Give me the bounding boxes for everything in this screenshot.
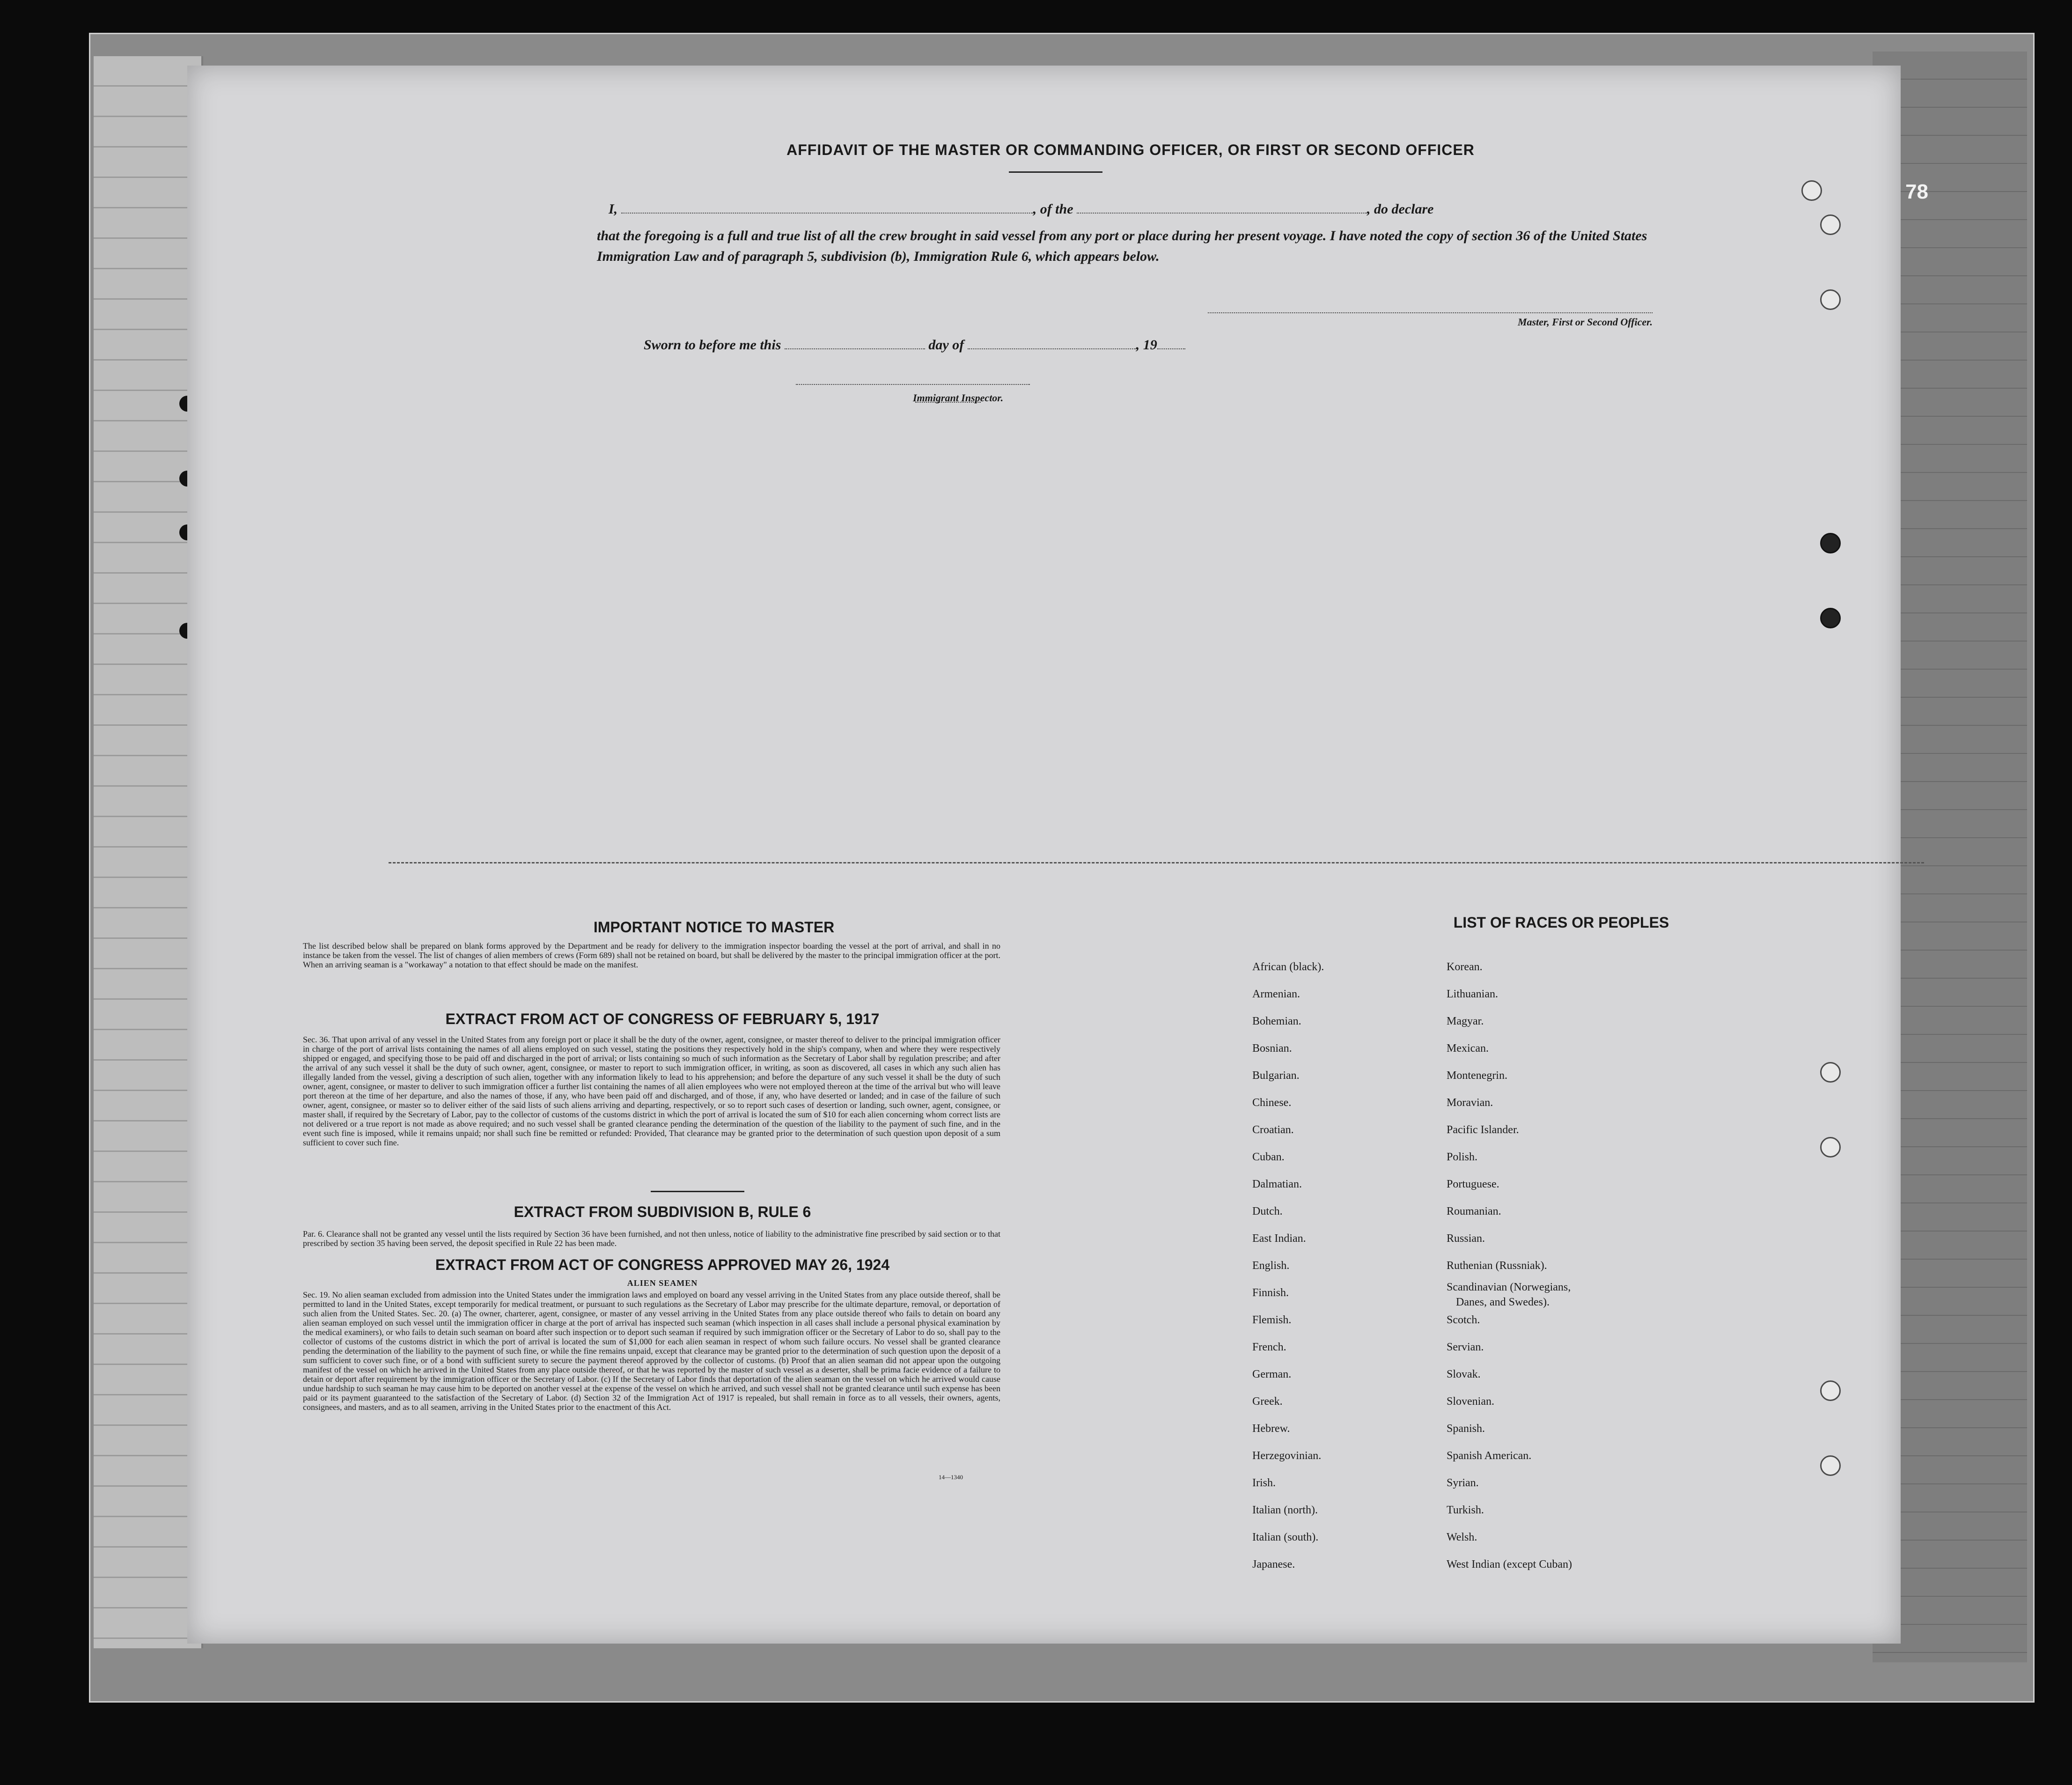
race-item: Scotch. [1447, 1314, 1480, 1326]
form-number: 14—1340 [939, 1474, 963, 1481]
punch-hole [1820, 1380, 1841, 1401]
master-signature-label: Master, First or Second Officer. [1517, 316, 1653, 328]
race-item: Croatian. [1252, 1124, 1294, 1136]
extract-rule [651, 1191, 744, 1192]
vessel-name-field[interactable] [1077, 213, 1367, 214]
inspector-signature-field[interactable] [796, 384, 1030, 385]
race-item: Moravian. [1447, 1097, 1493, 1109]
punch-hole [1820, 533, 1841, 553]
declarant-prefix: I, [609, 201, 618, 217]
sworn-year-field[interactable] [1157, 348, 1185, 349]
notice-title: IMPORTANT NOTICE TO MASTER [593, 919, 835, 936]
race-item: Mexican. [1447, 1042, 1489, 1055]
of-the-label: , of the [1033, 201, 1073, 217]
race-item: Bohemian. [1252, 1015, 1301, 1027]
race-item: Welsh. [1447, 1531, 1477, 1543]
race-item: Hebrew. [1252, 1423, 1290, 1435]
race-item: Lithuanian. [1447, 988, 1498, 1000]
race-item: Portuguese. [1447, 1178, 1499, 1190]
race-item: Flemish. [1252, 1314, 1292, 1326]
punch-hole [1801, 180, 1822, 201]
race-item: Herzegovinian. [1252, 1450, 1322, 1462]
race-item: Russian. [1447, 1232, 1485, 1245]
race-item: Bulgarian. [1252, 1070, 1300, 1082]
extract-rule6-body: Par. 6. Clearance shall not be granted any vessel until the lists required by Section 36 have been furnished, and not then unless, notice of liability to the administrative fine prescribed by said section or to that prescribed by section 35 having been served, the deposit specified in Rule 22 has been made. [303, 1229, 1000, 1248]
race-item: Finnish. [1252, 1287, 1289, 1299]
inspector-label: Immigrant Inspector. [913, 392, 1004, 404]
extract-1917-body: Sec. 36. That upon arrival of any vessel in the United States from any foreign port or place it shall be the duty of the owner, agent, consignee, or master thereof to deliver to the principal immigration officer in charge of the port of arrival lists containing the names of all aliens employed on such vessel, stating the positions they respectively hold in the ship's company, when and where they were respectively shipped or engaged, and specifying those to be paid off and discharged in the port of arrival; or lists containing so much of such information as the Secretary of Labor shall by regulation prescribe; and after the arrival of any such vessel it shall be the duty of such owner, agent, consignee, or master to report to such immigration officer, in writing, as soon as discovered, all cases in which any such alien has illegally landed from the vessel, giving a description of such alien, together with any information likely to lead to his apprehension; and before the departure of any such vessel it shall be the duty of such owner, agent, consignee, or master to deliver to such immigration officer a further list containing the names of all alien employees who were not employed thereon at the time of the arrival but who will leave port thereon at the time of her departure, and also the names of those, if any, who have been paid off and discharged, and of those, if any, who have deserted or landed; and in case of the failure of such owner, agent, consignee, or master so to deliver either of the said lists of such aliens arriving and departing, respectively, or so to report such cases of desertion or landing, such owner, agent, consignee, or master shall, if required by the Secretary of Labor, pay to the collector of customs of the customs district in which the port of arrival is located the sum of $10 for each alien concerning whom correct lists are not delivered or a true report is not made as above required; and no such vessel shall be granted clearance pending the determination of the question of the liability to the payment of such fine, and in the event such fine is imposed, while it remains unpaid; nor shall such fine be remitted or refunded: Provided, That clearance may be granted prior to the determination of such question upon deposit of a sum sufficient to cover such fine. [303, 1035, 1000, 1147]
section-divider [389, 862, 1924, 863]
sworn-line [644, 337, 1440, 353]
race-item: Ruthenian (Russniak). [1447, 1260, 1547, 1272]
punch-hole [1820, 1062, 1841, 1083]
sworn-day-field[interactable] [785, 348, 925, 349]
race-item: Pacific Islander. [1447, 1124, 1519, 1136]
race-item: Montenegrin. [1447, 1070, 1507, 1082]
race-item: Japanese. [1252, 1558, 1295, 1571]
master-signature-field[interactable] [1208, 312, 1653, 313]
race-item: Turkish. [1447, 1504, 1484, 1516]
affidavit-body: that the foregoing is a full and true list of all the crew brought in said vessel from any port or place during her present voyage. I have noted the copy of section 36 of the United States Immigration Law and of paragraph 5, subdivision (b), Immigration Rule 6, which appears below. [597, 228, 1647, 264]
race-item: Roumanian. [1447, 1205, 1501, 1217]
form-page [187, 66, 1901, 1644]
race-item: Servian. [1447, 1341, 1484, 1353]
race-item: Italian (south). [1252, 1531, 1319, 1543]
title-rule [1009, 171, 1102, 173]
race-item: Magyar. [1447, 1015, 1484, 1027]
extract-rule6-title: EXTRACT FROM SUBDIVISION B, RULE 6 [514, 1203, 811, 1220]
declarant-name-field[interactable] [621, 213, 1033, 214]
extract-1917-title: EXTRACT FROM ACT OF CONGRESS OF FEBRUARY 5, 1917 [445, 1011, 880, 1027]
alien-seamen-subtitle: ALIEN SEAMEN [627, 1278, 698, 1288]
race-item: Greek. [1252, 1395, 1283, 1408]
affidavit-title: AFFIDAVIT OF THE MASTER OR COMMANDING OFFICER, OR FIRST OR SECOND OFFICER [786, 141, 1475, 158]
sworn-month-field[interactable] [968, 348, 1136, 349]
binder-strip [94, 56, 203, 1648]
race-item: Irish. [1252, 1477, 1276, 1489]
race-item: Armenian. [1252, 988, 1300, 1000]
race-item: German. [1252, 1368, 1292, 1380]
punch-hole [1820, 1455, 1841, 1476]
race-item: Syrian. [1447, 1477, 1479, 1489]
race-item: Polish. [1447, 1151, 1478, 1163]
punch-hole [1820, 289, 1841, 310]
race-item: Bosnian. [1252, 1042, 1292, 1055]
punch-hole [1820, 1137, 1841, 1158]
page-number: 78 [1905, 180, 1928, 203]
race-item: West Indian (except Cuban) [1447, 1558, 1572, 1571]
punch-hole [1820, 214, 1841, 235]
extract-1924-body: Sec. 19. No alien seaman excluded from admission into the United States under the immigration laws and employed on board any vessel arriving in the United States from any place outside thereof, shall be permitted to land in the United States, except temporarily for medical treatment, or pursuant to such regulations as the Secretary of Labor may prescribe for the ultimate departure, removal, or deportation of such alien from the United States. Sec. 20. (a) The owner, charterer, agent, consignee, or master of any vessel arriving in the United States from any place outside thereof who fails to detain on board any alien seaman employed on such vessel until the immigration officer in charge at the port of arrival has inspected such seaman (which inspection in all cases shall include a personal physical examination by the medical examiners), or who fails to detain such seaman on board after such inspection or to deport such seaman if required by such immigration officer or the Secretary of Labor to do so, shall pay to the collector of customs of the customs district in which the port of arrival is located the sum of $1,000 for each alien seaman in respect of whom such failure occurs. No vessel shall be granted clearance pending the determination of the liability to the payment of such fine, or while the fine remains unpaid, except that clearance may be granted prior to the determination of such question upon the deposit of a sum sufficient to cover such fine, or of a bond with sufficient surety to secure the payment thereof approved by the collector of customs. (b) Proof that an alien seaman did not appear upon the outgoing manifest of the vessel on which he arrived in the United States from any place outside thereof, or that he was reported by the master of such vessel as a deserter, shall be prima facie evidence of a failure to detain or deport after requirement by the immigration officer or the Secretary of Labor. (c) If the Secretary of Labor finds that deportation of the alien seaman on the vessel on which he arrived would cause undue hardship to such seaman he may cause him to be deported on another vessel at the expense of the vessel on which he arrived, and such vessel shall not be granted clearance until such expense has been paid or its payment guaranteed to the satisfaction of the Secretary of Labor. (d) Section 32 of the Immigration Act of 1917 is repealed, but shall remain in force as to all vessels, their owners, agents, consignees, and masters, and as to all seamen, arriving in the United States prior to the enactment of this Act. [303, 1290, 1000, 1412]
race-item: Chinese. [1252, 1097, 1292, 1109]
race-item: Spanish American. [1447, 1450, 1532, 1462]
race-item: English. [1252, 1260, 1290, 1272]
race-item: African (black). [1252, 961, 1324, 973]
sworn-day-of-label: day of [928, 337, 964, 353]
punch-hole [1820, 608, 1841, 628]
race-item: Slovenian. [1447, 1395, 1494, 1408]
extract-1924-title: EXTRACT FROM ACT OF CONGRESS APPROVED MAY 26, 1924 [435, 1256, 890, 1273]
race-item: Italian (north). [1252, 1504, 1318, 1516]
notice-body: The list described below shall be prepared on blank forms approved by the Department and be ready for delivery to the immigration inspector boarding the vessel at the port of arrival, and shall in no instance be taken from the vessel. The list of changes of alien members of crews (Form 689) shall not be retained on board, but shall be delivered by the master to the principal immigration officer at the port. When an arriving seaman is a "workaway" a notation to that effect should be made on the manifest. [303, 941, 1000, 969]
race-item: Scandinavian (Norwegians, [1447, 1281, 1571, 1293]
race-item: Dalmatian. [1252, 1178, 1302, 1190]
declare-label: , do declare [1367, 201, 1434, 217]
sworn-prefix: Sworn to before me this [644, 337, 781, 353]
races-title: LIST OF RACES OR PEOPLES [1453, 914, 1669, 931]
race-item: East Indian. [1252, 1232, 1306, 1245]
sworn-year-label: , 19 [1136, 337, 1157, 353]
race-item: Korean. [1447, 961, 1483, 973]
race-item: French. [1252, 1341, 1286, 1353]
race-item: Dutch. [1252, 1205, 1283, 1217]
race-item: Spanish. [1447, 1423, 1485, 1435]
race-item: Danes, and Swedes). [1456, 1296, 1550, 1308]
race-item: Slovak. [1447, 1368, 1481, 1380]
race-item: Cuban. [1252, 1151, 1285, 1163]
affidavit-declaration-line [609, 201, 1685, 217]
